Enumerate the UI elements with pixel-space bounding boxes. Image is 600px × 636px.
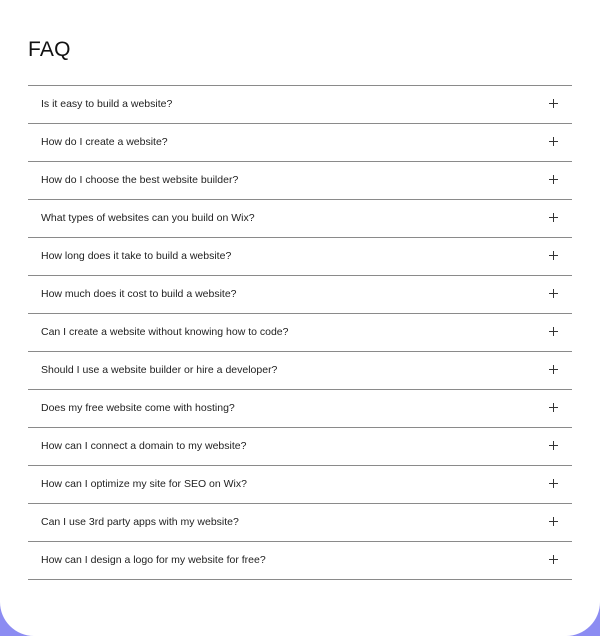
faq-item-connect-domain[interactable] [28, 428, 572, 466]
faq-item-no-code[interactable] [28, 314, 572, 352]
faq-question: Is it easy to build a website? [41, 98, 173, 110]
plus-icon[interactable] [549, 327, 558, 336]
page-title: FAQ [28, 38, 71, 61]
plus-icon[interactable] [549, 289, 558, 298]
plus-icon[interactable] [549, 517, 558, 526]
faq-item-builder-vs-developer[interactable] [28, 352, 572, 390]
plus-icon[interactable] [549, 365, 558, 374]
plus-icon[interactable] [549, 403, 558, 412]
plus-icon[interactable] [549, 213, 558, 222]
faq-item-create-website[interactable] [28, 124, 572, 162]
faq-question: What types of websites can you build on Wix? [41, 212, 255, 224]
faq-question: Can I create a website without knowing how to code? [41, 326, 289, 338]
faq-question: How do I choose the best website builder? [41, 174, 239, 186]
faq-question: How can I connect a domain to my website? [41, 440, 247, 452]
faq-question: Can I use 3rd party apps with my website? [41, 516, 239, 528]
plus-icon[interactable] [549, 99, 558, 108]
faq-question: How much does it cost to build a website? [41, 288, 237, 300]
faq-question: How long does it take to build a website? [41, 250, 232, 262]
faq-question: Does my free website come with hosting? [41, 402, 235, 414]
plus-icon[interactable] [549, 479, 558, 488]
faq-item-third-party-apps[interactable] [28, 504, 572, 542]
faq-item-how-long[interactable] [28, 238, 572, 276]
faq-item-logo[interactable] [28, 542, 572, 580]
faq-item-easy-to-build[interactable] [28, 86, 572, 124]
faq-item-website-types[interactable] [28, 200, 572, 238]
plus-icon[interactable] [549, 441, 558, 450]
faq-item-best-builder[interactable] [28, 162, 572, 200]
plus-icon[interactable] [549, 175, 558, 184]
faq-question: How can I optimize my site for SEO on Wix? [41, 478, 247, 490]
plus-icon[interactable] [549, 251, 558, 260]
faq-question: How do I create a website? [41, 136, 168, 148]
faq-list [28, 85, 572, 580]
plus-icon[interactable] [549, 555, 558, 564]
faq-question: Should I use a website builder or hire a developer? [41, 364, 278, 376]
faq-item-hosting[interactable] [28, 390, 572, 428]
faq-item-seo[interactable] [28, 466, 572, 504]
faq-item-cost[interactable] [28, 276, 572, 314]
plus-icon[interactable] [549, 137, 558, 146]
faq-question: How can I design a logo for my website for free? [41, 554, 266, 566]
